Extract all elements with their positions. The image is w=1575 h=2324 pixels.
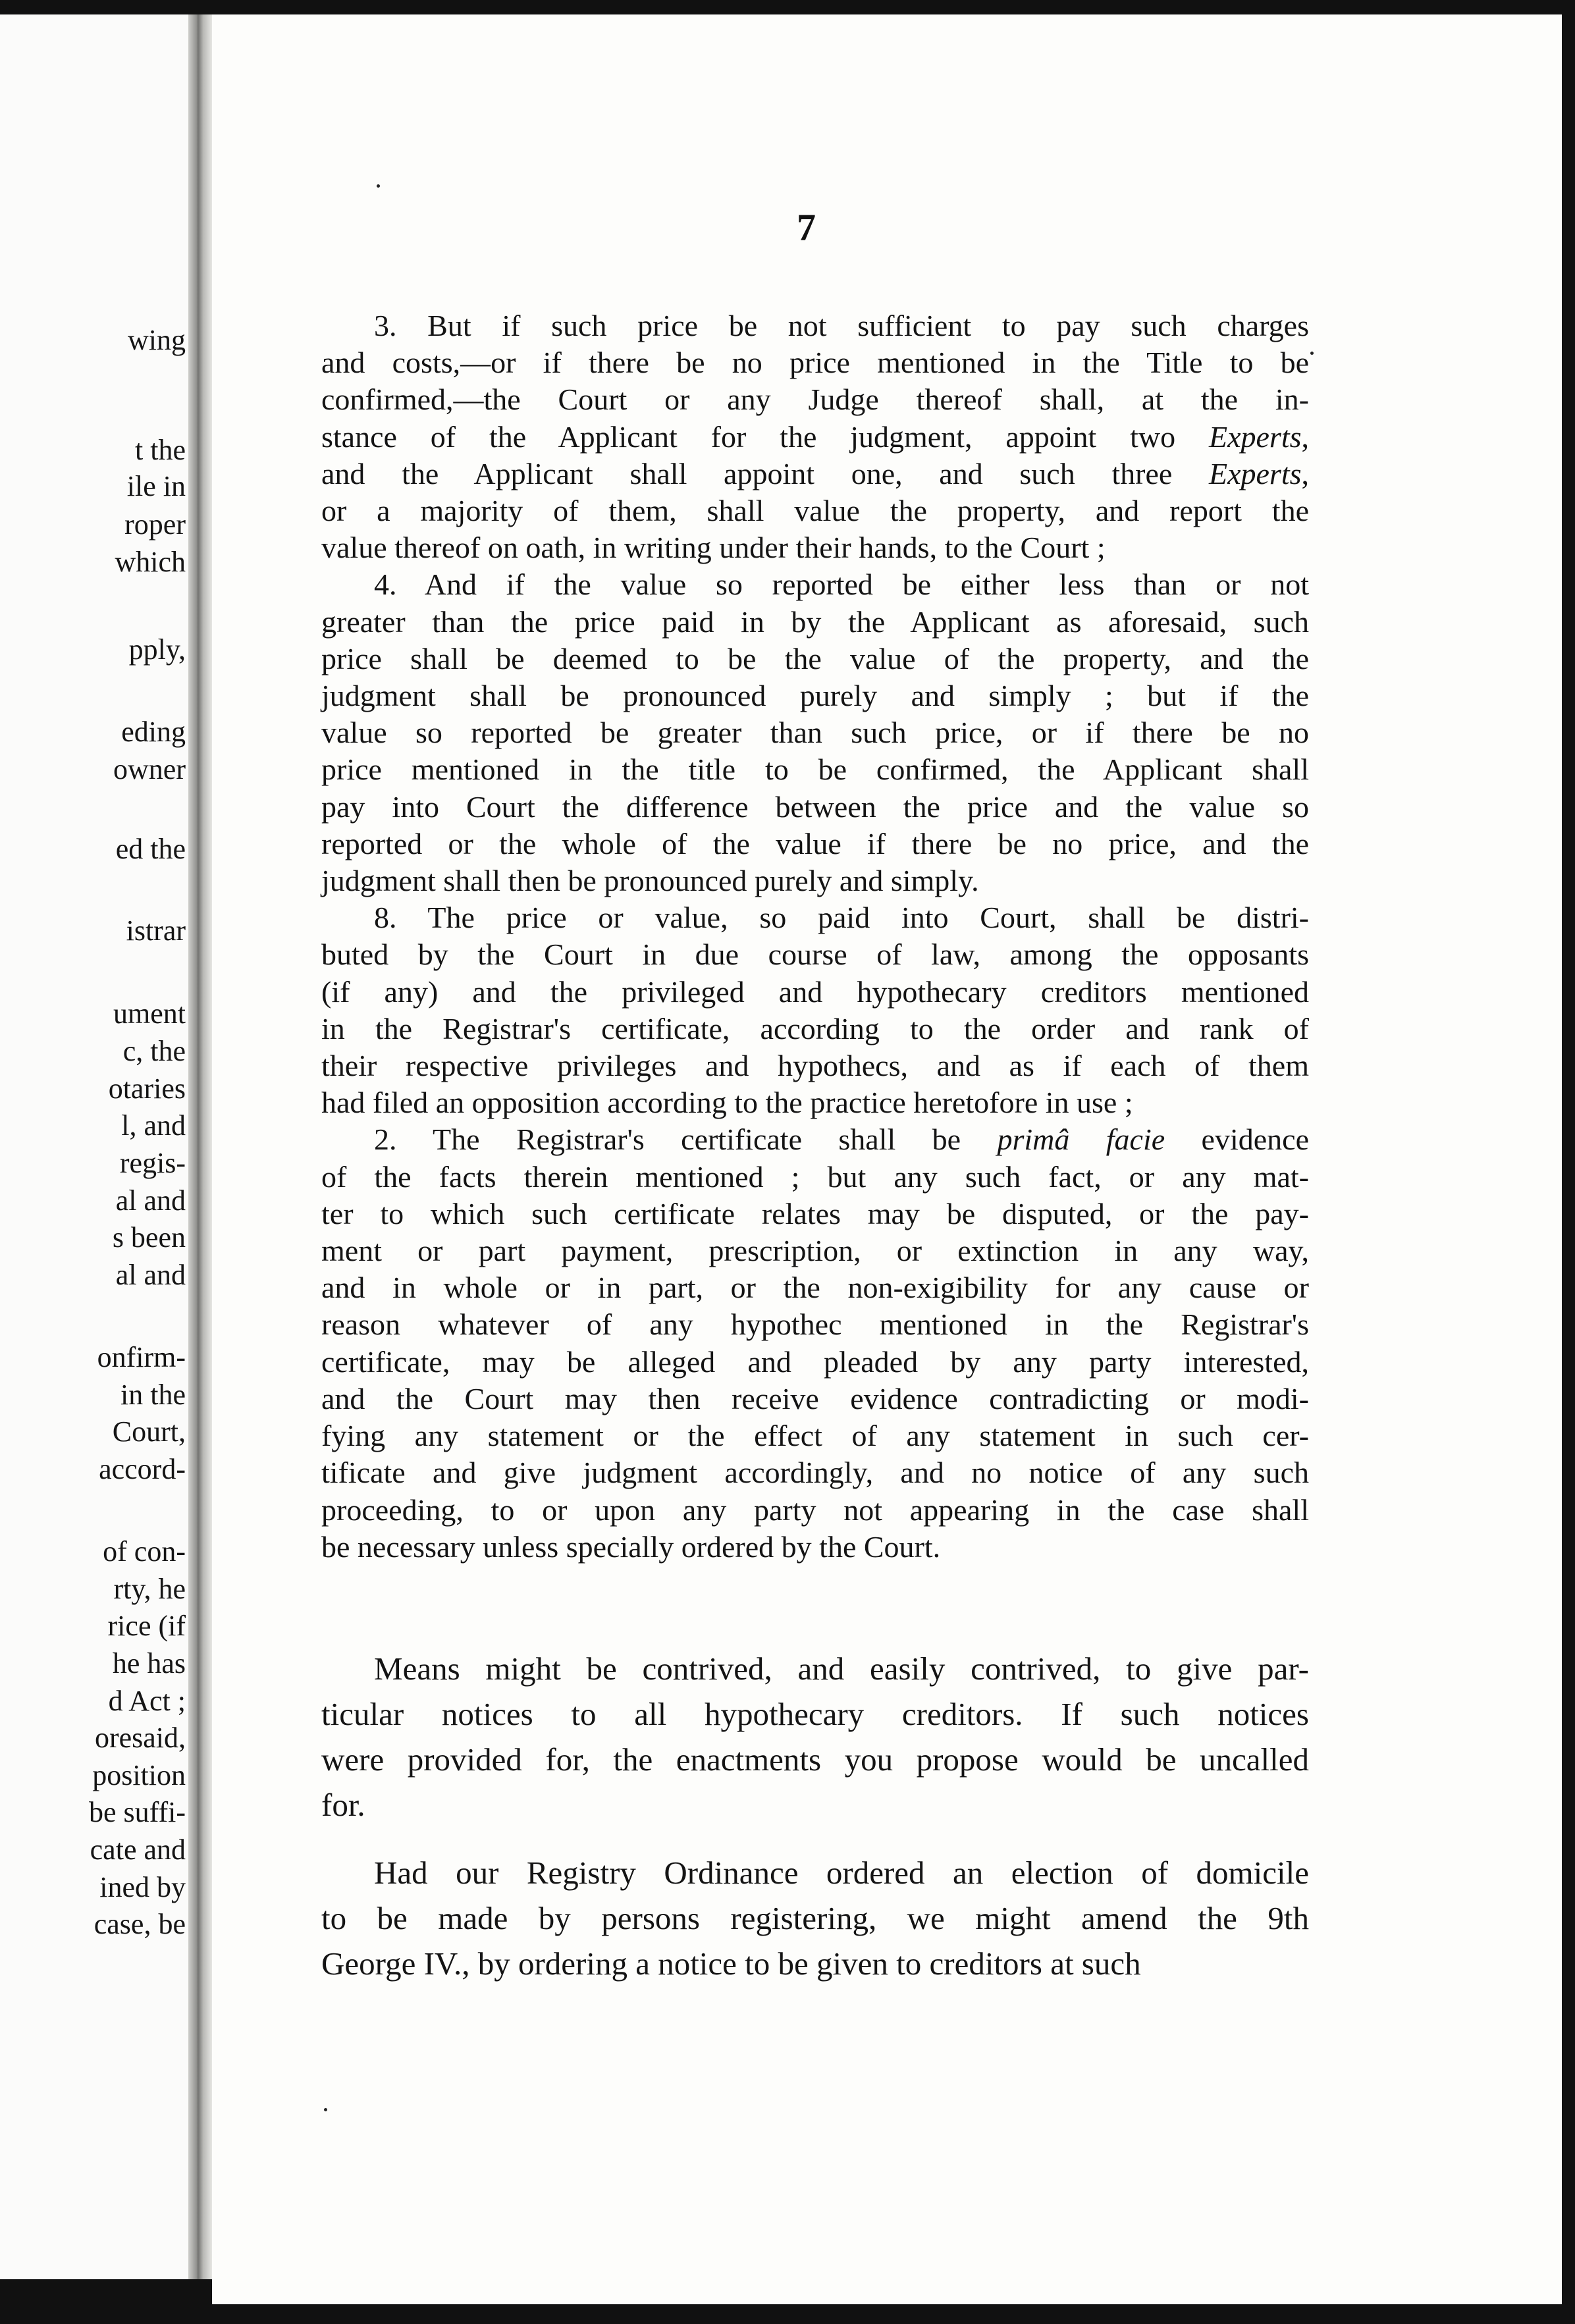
facing-page-line-fragment: roper (124, 508, 186, 541)
text-line: (if any) and the privileged and hypothecary creditors mentioned (321, 974, 1309, 1009)
facing-page-line-fragment: al and (115, 1259, 186, 1291)
binding-gutter (198, 14, 212, 2279)
facing-page-line-fragment: d Act ; (108, 1685, 186, 1717)
text-line: Means might be contrived, and easily contrived, to give par- (374, 1651, 1309, 1687)
text-line: had filed an opposition according to the practice heretofore in use ; (321, 1086, 1133, 1120)
text-line: 4. And if the value so reported be either less than or not (374, 568, 1309, 602)
text-line: fying any statement or the effect of any statement in such cer- (321, 1419, 1309, 1453)
text-line: certificate, may be alleged and pleaded by any party interested, (321, 1344, 1309, 1379)
text-line: ter to which such certificate relates may be disputed, or the pay- (321, 1196, 1309, 1230)
ink-speck (377, 184, 380, 188)
page-edge-shadow (188, 14, 198, 2279)
facing-page-line-fragment: onfirm- (97, 1341, 186, 1373)
text-line: and costs,—or if there be no price mentioned in the Title to be (321, 346, 1309, 380)
facing-page-line-fragment: of con- (103, 1535, 186, 1568)
text-line: Had our Registry Ordinance ordered an election of domicile (374, 1855, 1309, 1891)
facing-page-line-fragment: ined by (99, 1871, 186, 1903)
facing-page-line-fragment: eding (121, 716, 186, 748)
paragraph-gap (321, 1828, 1309, 1850)
text-line: reason whatever of any hypothec mentioned in the Registrar's (321, 1307, 1309, 1342)
text-line: ticular notices to all hypothecary creditors. If such notices (321, 1696, 1309, 1732)
ink-speck (1310, 352, 1314, 355)
facing-page-line-fragment: t the (135, 434, 186, 466)
text-line: value so reported be greater than such price, or if there be no (321, 716, 1309, 750)
commentary-paragraph (321, 1850, 1309, 1986)
text-line: reported or the whole of the value if there be no price, and the (321, 826, 1309, 860)
facing-page-line-fragment: which (115, 546, 186, 578)
text-line: proceeding, to or upon any party not appearing in the case shall (321, 1492, 1309, 1527)
text-line: and the Applicant shall appoint one, and such three Experts, (321, 456, 1309, 490)
text-line: to be made by persons registering, we might amend the 9th (321, 1900, 1309, 1936)
main-page (212, 14, 1562, 2304)
text-line: pay into Court the difference between the price and the value so (321, 789, 1309, 824)
facing-page-line-fragment: ument (113, 997, 186, 1030)
facing-page-line-fragment: c, the (122, 1035, 186, 1067)
facing-page-line-fragment: accord- (99, 1453, 186, 1485)
text-line: value thereof on oath, in writing under their hands, to the Court ; (321, 531, 1106, 565)
facing-page-line-fragment: otaries (108, 1072, 186, 1105)
quoted-paragraph (321, 899, 1309, 1121)
text-line: confirmed,—the Court or any Judge thereof shall, at the in- (321, 383, 1309, 417)
text-line: their respective privileges and hypothecs, and as if each of them (321, 1049, 1309, 1083)
text-line: ment or part payment, prescription, or extinction in any way, (321, 1234, 1309, 1268)
facing-page-line-fragment: rty, he (113, 1573, 186, 1605)
quoted-enactments (321, 307, 1309, 1566)
quoted-paragraph (321, 1121, 1309, 1565)
text-line: tificate and give judgment accordingly, and no notice of any such (321, 1456, 1309, 1490)
commentary-text (321, 1646, 1309, 1986)
facing-page-line-fragment: he has (112, 1647, 186, 1679)
facing-page-line-fragment: s been (112, 1221, 186, 1254)
text-line: stance of the Applicant for the judgment, appoint two Experts, (321, 419, 1309, 454)
text-line: and in whole or in part, or the non-exigibility for any cause or (321, 1271, 1309, 1305)
facing-page-line-fragment: in the (120, 1379, 186, 1411)
page-number: 7 (797, 206, 816, 249)
facing-page-line-fragment: al and (115, 1184, 186, 1217)
facing-page-line-fragment: wing (128, 324, 186, 356)
text-line: in the Registrar's certificate, according to the order and rank of (321, 1011, 1309, 1045)
facing-page-line-fragment: regis- (119, 1147, 186, 1179)
ink-speck (324, 2108, 327, 2111)
text-line: of the facts therein mentioned ; but any such fact, or any mat- (321, 1159, 1309, 1194)
facing-page-line-fragment: owner (113, 753, 186, 785)
text-line: buted by the Court in due course of law, among the opposants (321, 938, 1309, 972)
facing-page-line-fragment: l, and (121, 1109, 186, 1142)
facing-page-line-fragment: position (92, 1759, 186, 1791)
quoted-paragraph (321, 307, 1309, 566)
text-line: price mentioned in the title to be confirmed, the Applicant shall (321, 753, 1309, 787)
text-line: were provided for, the enactments you propose would be uncalled (321, 1741, 1309, 1778)
facing-page-line-fragment: cate and (90, 1834, 186, 1866)
facing-page-line-fragment: ile in (126, 470, 186, 502)
facing-page-line-fragment: ed the (115, 833, 186, 865)
facing-page-line-fragment: pply, (128, 633, 186, 666)
text-line: and the Court may then receive evidence contradicting or modi- (321, 1381, 1309, 1415)
facing-page-line-fragment: be suffi- (88, 1796, 186, 1828)
facing-page-line-fragment: istrar (126, 914, 186, 947)
facing-page-line-fragment: Court, (112, 1415, 186, 1448)
text-line: 2. The Registrar's certificate shall be primâ facie evidence (374, 1122, 1309, 1157)
text-line: price shall be deemed to be the value of the property, and the (321, 641, 1309, 675)
quoted-paragraph (321, 566, 1309, 899)
text-line: judgment shall be pronounced purely and simply ; but if the (321, 679, 1309, 713)
facing-page-line-fragment: rice (if (107, 1610, 186, 1642)
text-line: George IV., by ordering a notice to be given to creditors at such (321, 1945, 1141, 1982)
text-line: or a majority of them, shall value the property, and report the (321, 494, 1309, 528)
text-line: judgment shall then be pronounced purely and simply. (321, 864, 979, 898)
facing-page-line-fragment: case, be (93, 1908, 186, 1940)
text-line: for. (321, 1787, 365, 1823)
text-line: be necessary unless specially ordered by the Court. (321, 1529, 941, 1564)
text-line: 8. The price or value, so paid into Court, shall be distri- (374, 901, 1309, 935)
text-line: greater than the price paid in by the Applicant as aforesaid, such (321, 604, 1309, 639)
commentary-paragraph (321, 1646, 1309, 1828)
facing-page-line-fragment: oresaid, (94, 1722, 186, 1754)
facing-page-fragment (0, 14, 198, 2279)
text-line: 3. But if such price be not sufficient to pay such charges (374, 309, 1309, 342)
